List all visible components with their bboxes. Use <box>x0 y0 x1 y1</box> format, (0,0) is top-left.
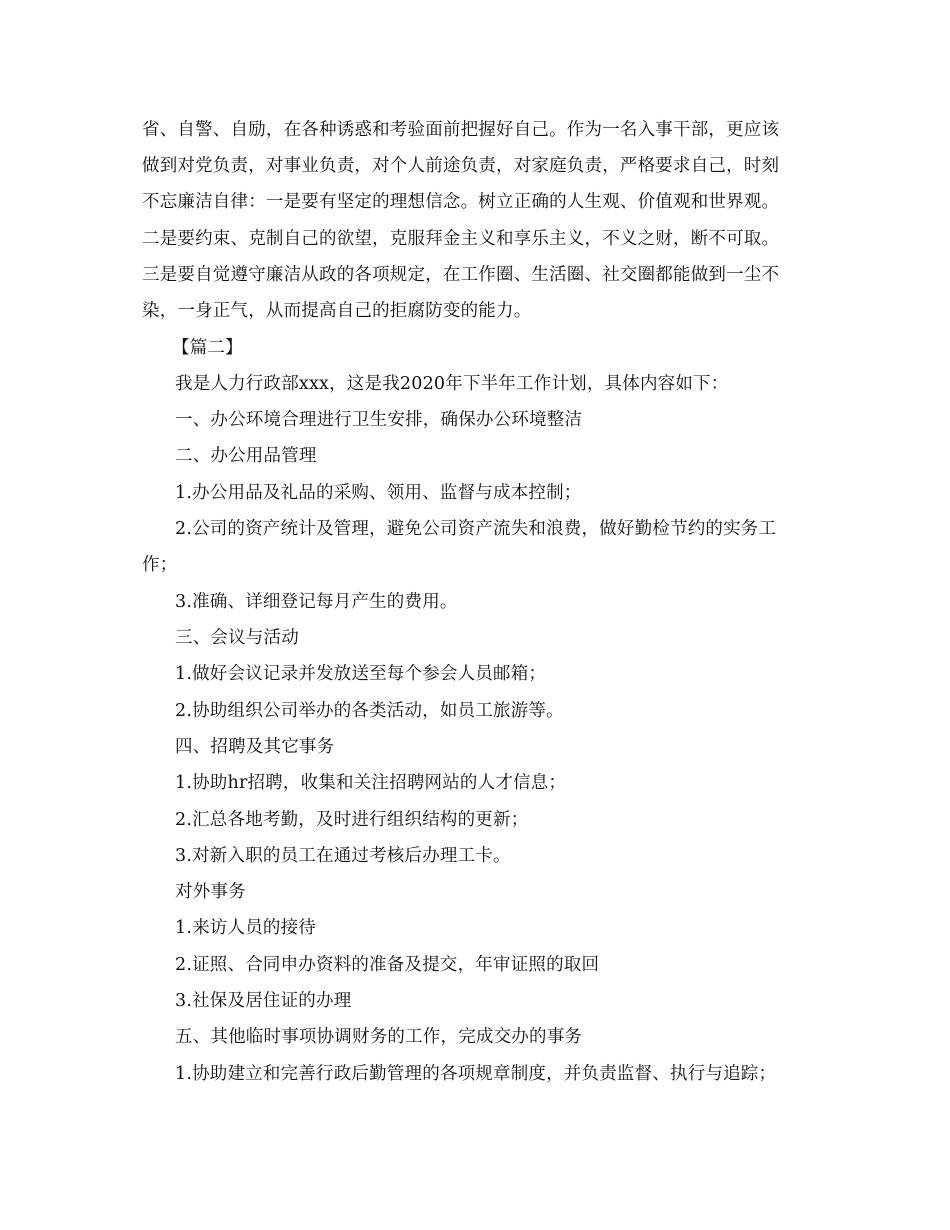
body-line-5: 2.公司的资产统计及管理，避免公司资产流失和浪费，做好勤检节约的实务工 <box>175 519 777 539</box>
intro-line-3: 不忘廉洁自律：一是要有坚定的理想信念。树立正确的人生观、价值观和世界观。 <box>142 192 780 212</box>
intro-line-6: 染，一身正气，从而提高自己的拒腐防变的能力。 <box>142 301 532 321</box>
body-line-4: 1.办公用品及礼品的采购、领用、监督与成本控制； <box>175 483 582 503</box>
body-line-15: 对外事务 <box>175 882 246 902</box>
body-line-10: 2.协助组织公司举办的各类活动，如员工旅游等。 <box>175 701 564 721</box>
intro-line-1: 省、自警、自励，在各种诱惑和考验面前把握好自己。作为一名入事干部，更应该 <box>142 120 780 140</box>
body-line-1: 我是人力行政部xxx，这是我2020年下半年工作计划，具体内容如下： <box>175 374 729 394</box>
body-line-11: 四、招聘及其它事务 <box>175 737 335 757</box>
body-line-8: 三、会议与活动 <box>175 628 299 648</box>
body-line-3: 二、办公用品管理 <box>175 446 317 466</box>
body-line-9: 1.做好会议记录并发放送至每个参会人员邮箱； <box>175 664 547 684</box>
body-line-12: 1.协助hr招聘，收集和关注招聘网站的人才信息； <box>175 773 567 793</box>
body-line-17: 2.证照、合同申办资料的准备及提交，年审证照的取回 <box>175 955 600 975</box>
body-line-16: 1.来访人员的接待 <box>175 918 316 938</box>
body-line-2: 一、办公环境合理进行卫生安排，确保办公环境整洁 <box>175 410 583 430</box>
body-line-18: 3.社保及居住证的办理 <box>175 991 352 1011</box>
body-line-19: 五、其他临时事项协调财务的工作，完成交办的事务 <box>175 1027 583 1047</box>
intro-line-5: 三是要自觉遵守廉洁从政的各项规定，在工作圈、生活圈、社交圈都能做到一尘不 <box>142 265 780 285</box>
body-line-13: 2.汇总各地考勤，及时进行组织结构的更新； <box>175 810 529 830</box>
intro-line-2: 做到对党负责，对事业负责，对个人前途负责，对家庭负责，严格要求自己，时刻 <box>142 156 780 176</box>
body-line-7: 3.准确、详细登记每月产生的费用。 <box>175 592 458 612</box>
body-line-20: 1.协助建立和完善行政后勤管理的各项规章制度，并负责监督、执行与追踪； <box>175 1064 777 1084</box>
body-line-6: 作； <box>142 555 178 575</box>
intro-line-4: 二是要约束、克制自己的欲望，克服拜金主义和享乐主义，不义之财，断不可取。 <box>142 229 780 249</box>
section-title: 【篇二】 <box>172 338 243 358</box>
body-line-14: 3.对新入职的员工在通过考核后办理工卡。 <box>175 846 511 866</box>
